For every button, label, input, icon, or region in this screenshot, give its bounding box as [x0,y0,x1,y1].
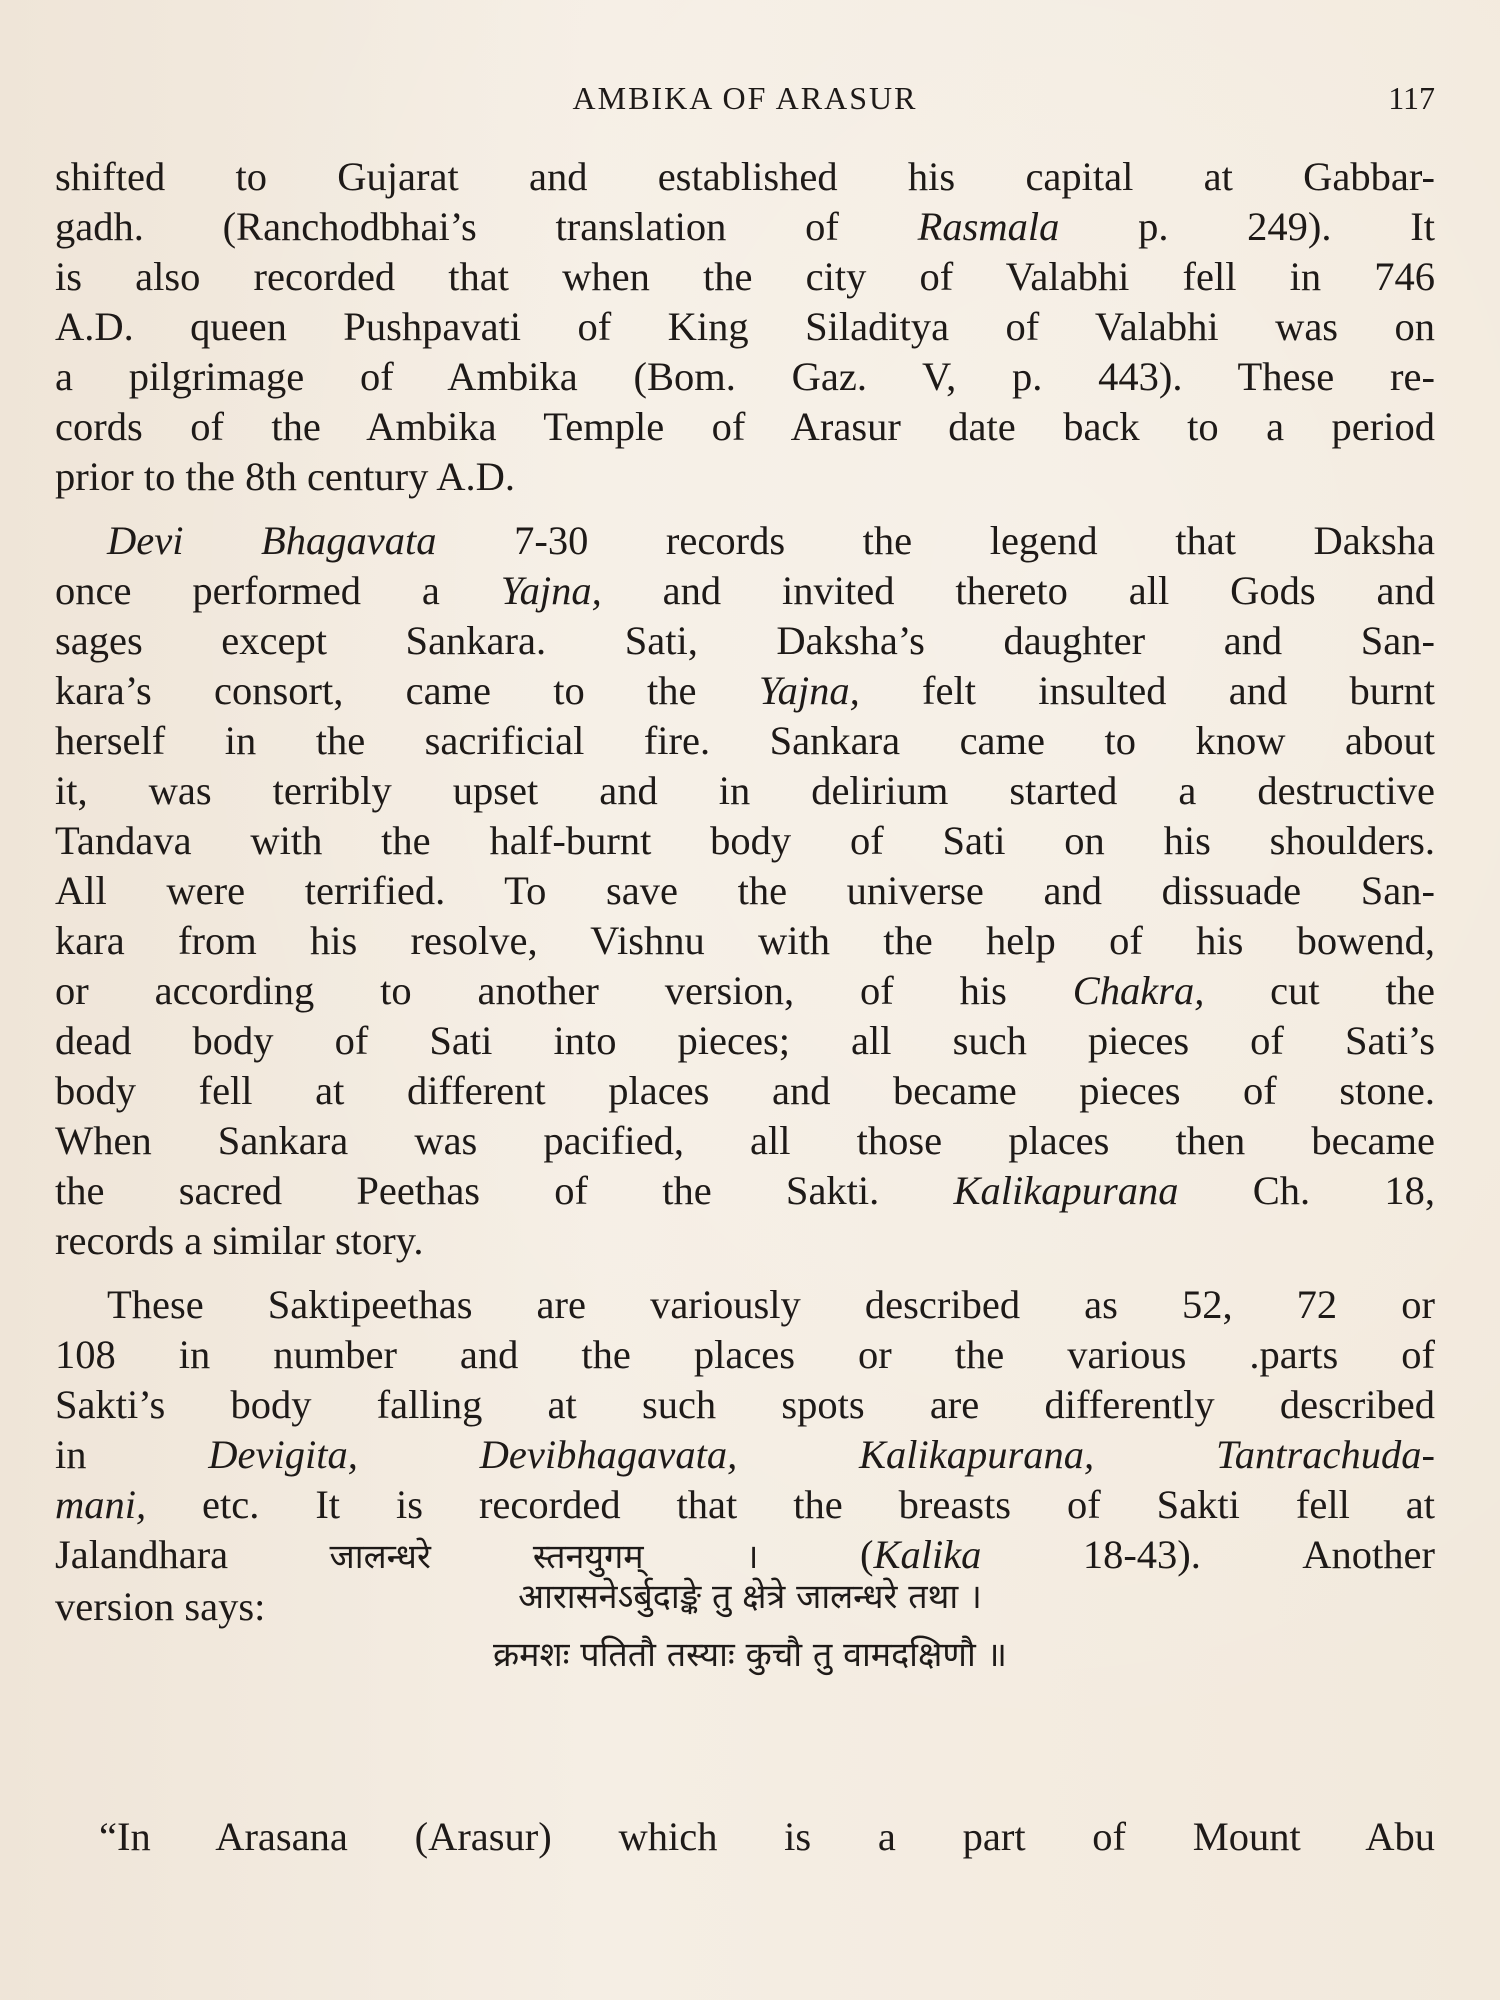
text-run: gadh. (Ranchodbhai’s translation of [55,204,918,249]
text-run: p. 249). It [1059,204,1435,249]
paragraph-1 [55,152,1435,502]
text-line: When Sankara was pacified, all those places then became [55,1118,1435,1163]
text-line: version says: [55,1584,266,1629]
text-line: A.D. queen Pushpavati of King Siladitya of Valabhi was on [55,304,1435,349]
text-run: ( [758,1532,874,1577]
italic-term: Yajna, [758,668,860,713]
text-line: These Saktipeethas are variously described as 52, 72 or [107,1282,1435,1327]
text-line: prior to the 8th century A.D. [55,454,516,499]
italic-term: Chakra, [1072,968,1205,1013]
text-line: cords of the Ambika Temple of Arasur date back to a period [55,404,1435,449]
text-run: Jalandhara [55,1532,330,1577]
text-line: it, was terribly upset and in delirium started a destructive [55,768,1435,813]
text-run: Ch. 18, [1178,1168,1435,1213]
text-line: dead body of Sati into pieces; all such pieces of Sati’s [55,1018,1435,1063]
text-run: cut the [1204,968,1435,1013]
text-line: shifted to Gujarat and established his capital at Gabbar- [55,154,1435,199]
text-run: etc. It is recorded that the breasts of Sakti fell at [146,1482,1435,1527]
devanagari-quote: जालन्धरे स्तनयुगम् । [329,1537,759,1577]
italic-title: Rasmala [917,204,1060,249]
text-line: Tandava with the half-burnt body of Sati on his shoulders. [55,818,1435,863]
italic-term: Yajna, [500,568,602,613]
text-line [55,1430,1435,1480]
paragraph-2 [55,516,1435,1266]
text-line: sages except Sankara. Sati, Daksha’s daughter and San- [55,618,1435,663]
text-line: Sakti’s body falling at such spots are differently described [55,1382,1435,1427]
verse-line-2: क्रमशः पतितौ तस्याः कुचौ तु वामदक्षिणौ ॥ [493,1635,1007,1675]
text-line [55,566,1435,616]
text-line: herself in the sacrificial fire. Sankara came to know about [55,718,1435,763]
text-line [55,1480,1435,1530]
running-head [55,80,1435,124]
italic-titles: Devigita, Devibhagavata, Kalikapurana, Tantrachuda- [208,1432,1435,1477]
text-run: kara’s consort, came to the [55,668,759,713]
text-line: body fell at different places and became pieces of stone. [55,1068,1435,1113]
text-run: felt insulted and burnt [859,668,1435,713]
text-line [55,666,1435,716]
running-title: AMBIKA OF ARASUR [572,80,918,116]
page-number: 117 [1388,80,1435,116]
body-text [55,152,1435,1632]
text-run: or according to another version, of his [55,968,1073,1013]
text-run: 7-30 records the legend that Daksha [436,518,1436,563]
text-line: kara from his resolve, Vishnu with the help of his bowend, [55,918,1435,963]
text-line: records a similar story. [55,1218,424,1263]
text-run: and invited thereto all Gods and [601,568,1435,613]
text-line: a pilgrimage of Ambika (Bom. Gaz. V, p. 443). These re- [55,354,1435,399]
text-run: once performed a [55,568,501,613]
text-line [55,202,1435,252]
text-line [55,516,1435,566]
text-line: All were terrified. To save the universe and dissuade San- [55,868,1435,913]
text-run: in [55,1432,209,1477]
text-run: 18-43). Another [981,1532,1436,1577]
italic-title: Kalikapurana [953,1168,1179,1213]
text-line: is also recorded that when the city of Valabhi fell in 746 [55,254,1435,299]
sanskrit-verse [0,1572,1500,1680]
text-line: 108 in number and the places or the various .parts of [55,1332,1435,1377]
text-line [55,966,1435,1016]
italic-title: mani, [55,1482,147,1527]
text-run: the sacred Peethas of the Sakti. [55,1168,954,1213]
closing-line: “In Arasana (Arasur) which is a part of Mount Abu [99,1814,1435,1859]
text-line [55,1166,1435,1216]
verse-line-1: आरासनेऽर्बुदाङ्के तु क्षेत्रे जालन्धरे तथा । [518,1577,982,1617]
italic-title: Kalika [873,1532,982,1577]
italic-title: Devi Bhagavata [107,518,437,563]
